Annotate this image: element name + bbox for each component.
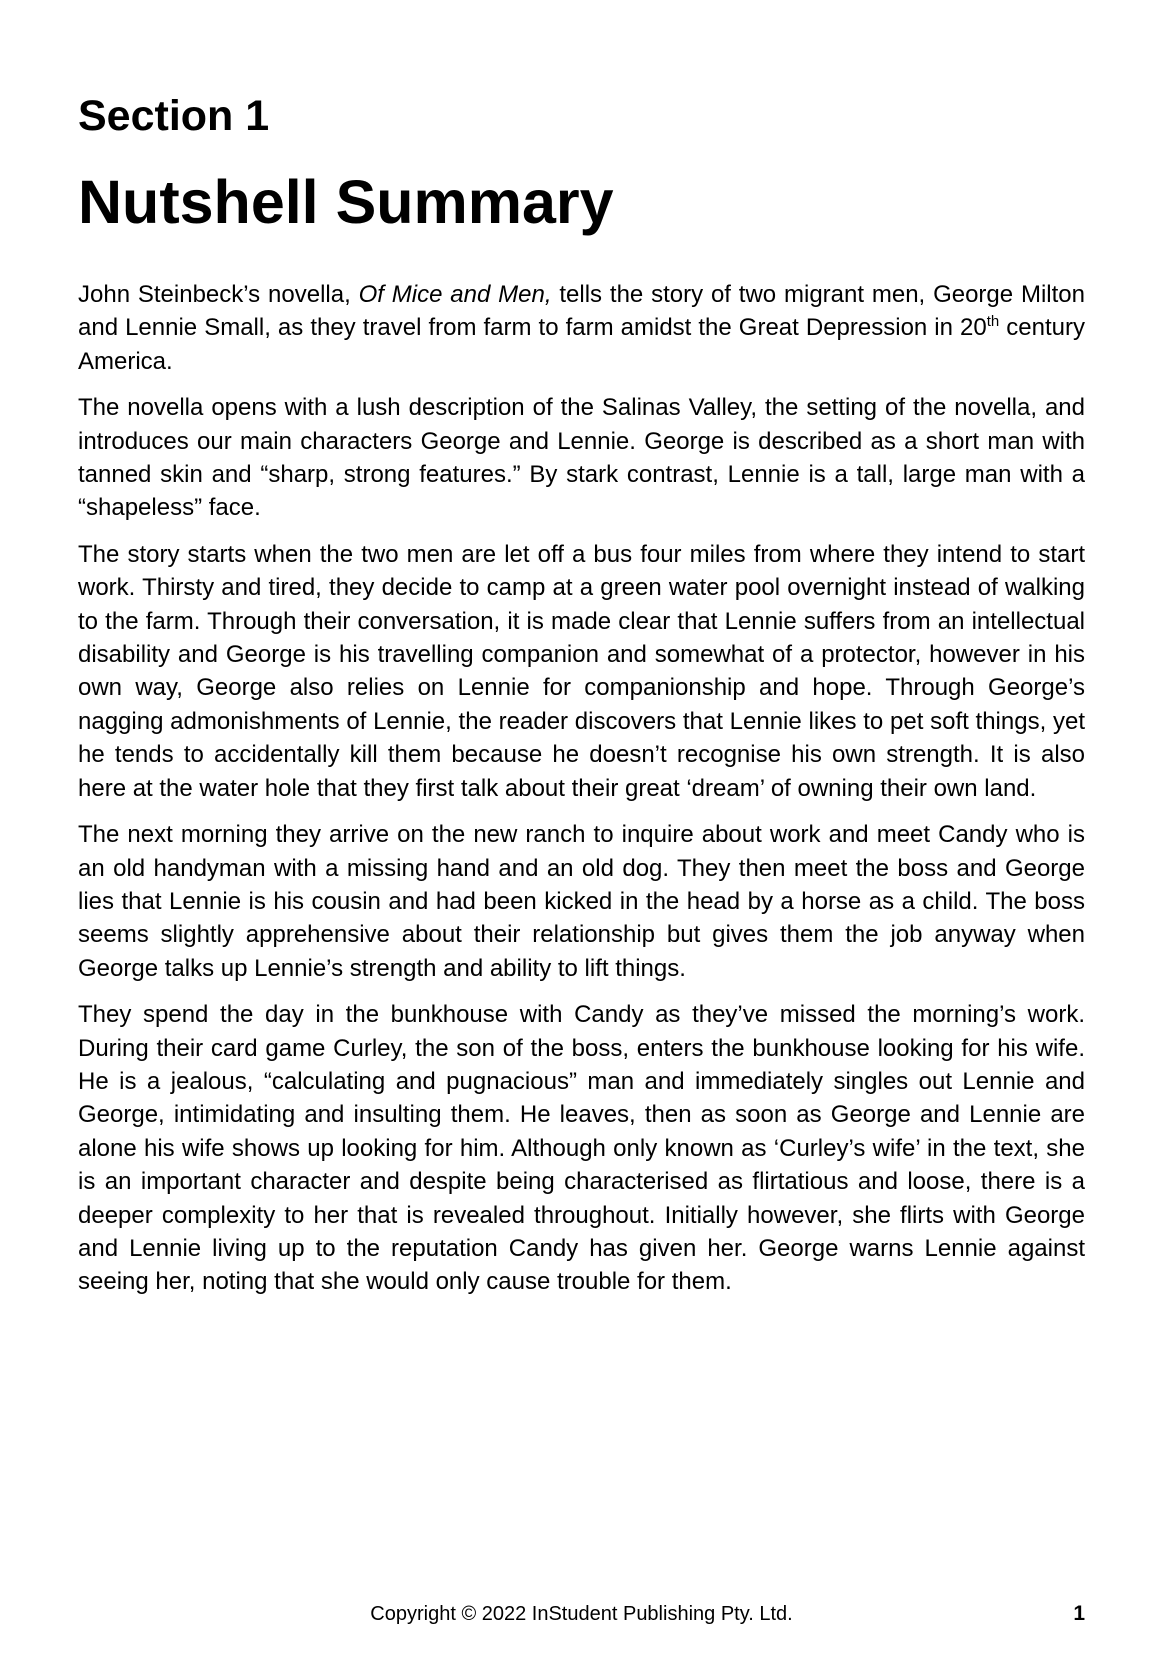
paragraph-intro	[78, 278, 1085, 378]
page-content	[78, 0, 1085, 1299]
intro-text-before-title: John Steinbeck’s novella,	[78, 281, 359, 308]
section-label: Section 1	[78, 92, 270, 140]
paragraph-bunkhouse: They spend the day in the bunkhouse with Candy as they’ve missed the morning’s work. During their card game Curley, the son of the boss, enters the bunkhouse looking for his wife. He is a jealous, “calculating and pugnacious” man and immediately singles out Lennie and George, intimidating and insulting them. He leaves, then as soon as George and Lennie are alone his wife shows up looking for him. Although only known as ‘Curley’s wife’ in the text, she is an important character and despite being characterised as flirtatious and loose, there is a deeper complexity to her that is revealed throughout. Initially however, she flirts with George and Lennie living up to the reputation Candy has given her. George warns Lennie against seeing her, noting that she would only cause trouble for them.	[78, 1001, 1085, 1296]
paragraph-salinas-valley: The novella opens with a lush description of the Salinas Valley, the setting of the novella, and introduces our main characters George and Lennie. George is described as a short man with tanned skin and “sharp, strong features.” By stark contrast, Lennie is a tall, large man with a “shapeless” face.	[78, 394, 1085, 522]
book-title-italic: Of Mice and Men,	[358, 281, 552, 308]
copyright-text: Copyright © 2022 InStudent Publishing Pty. Ltd.	[370, 1603, 793, 1625]
page-footer	[78, 1602, 1085, 1626]
intro-text-middle: tells the story of two migrant men, George Milton and Lennie Small, as they travel from farm to farm amidst the Great Depression in 20	[78, 281, 1085, 342]
page-number: 1	[1073, 1602, 1085, 1625]
page-title: Nutshell Summary	[78, 168, 614, 236]
paragraph-ranch-arrival: The next morning they arrive on the new ranch to inquire about work and meet Candy who is an old handyman with a missing hand and an old dog. They then meet the boss and George lies that Lennie is his cousin and had been kicked in the head by a horse as a child. The boss seems slightly apprehensive about their relationship but gives them the job anyway when George talks up Lennie’s strength and ability to lift things.	[78, 821, 1085, 982]
paragraph-story-start: The story starts when the two men are let off a bus four miles from where they intend to start work. Thirsty and tired, they decide to camp at a green water pool overnight instead of walking to the farm. Through their conversation, it is made clear that Lennie suffers from an intellectual disability and George is his travelling companion and somewhat of a protector, however in his own way, George also relies on Lennie for companionship and hope. Through George’s nagging admonishments of Lennie, the reader discovers that Lennie likes to pet soft things, yet he tends to accidentally kill them because he doesn’t recognise his own strength. It is also here at the water hole that they first talk about their great ‘dream’ of owning their own land.	[78, 540, 1085, 802]
intro-text-after: century America.	[78, 314, 1085, 375]
ordinal-superscript: th	[986, 313, 1000, 331]
body-text	[78, 278, 1085, 1299]
